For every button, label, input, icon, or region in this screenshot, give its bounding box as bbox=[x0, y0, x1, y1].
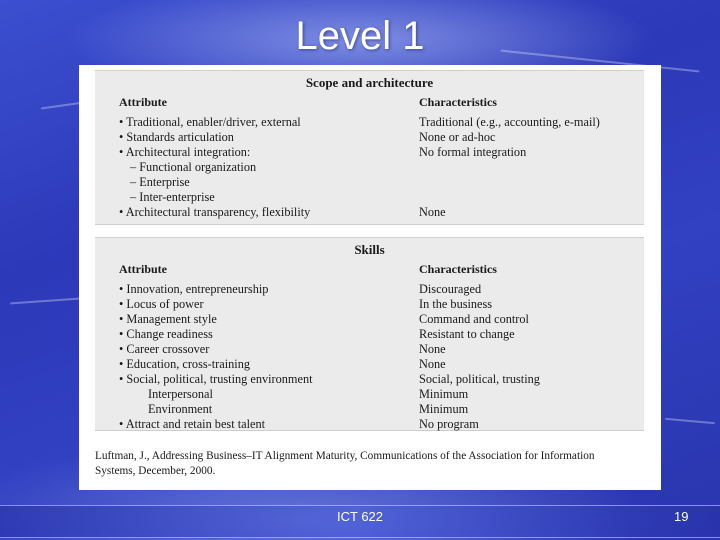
citation-line-2: Systems, December, 2000. bbox=[95, 465, 216, 477]
attribute-cell: • Traditional, enabler/driver, external bbox=[119, 115, 301, 129]
scope-table-title: Scope and architecture bbox=[305, 75, 434, 90]
table-row bbox=[95, 327, 644, 342]
content-image-panel bbox=[79, 65, 661, 490]
background-streak bbox=[665, 418, 715, 424]
characteristics-cell: Discouraged bbox=[419, 282, 482, 296]
characteristics-cell: None or ad-hoc bbox=[419, 130, 496, 144]
table-row bbox=[95, 130, 644, 145]
characteristics-cell: Social, political, trusting bbox=[419, 372, 540, 386]
table-row bbox=[95, 160, 644, 175]
attribute-cell: – Inter-enterprise bbox=[130, 190, 215, 204]
table-row bbox=[95, 357, 644, 372]
attribute-cell: • Attract and retain best talent bbox=[119, 417, 266, 431]
table-row bbox=[95, 115, 644, 130]
table-row bbox=[95, 282, 644, 297]
table-row bbox=[95, 297, 644, 312]
characteristics-cell: Command and control bbox=[419, 312, 529, 326]
background-streak bbox=[10, 298, 80, 305]
table-row bbox=[95, 372, 644, 387]
characteristics-cell: None bbox=[419, 357, 446, 371]
attribute-cell: • Career crossover bbox=[119, 342, 210, 356]
skills-characteristics-header: Characteristics bbox=[419, 262, 497, 276]
skills-table-title: Skills bbox=[354, 242, 385, 257]
attribute-cell: – Functional organization bbox=[130, 160, 257, 174]
attribute-cell: • Innovation, entrepreneurship bbox=[119, 282, 269, 296]
attribute-cell: • Management style bbox=[119, 312, 217, 326]
table-row bbox=[95, 312, 644, 327]
attribute-cell: • Locus of power bbox=[119, 297, 204, 311]
scope-architecture-table bbox=[95, 70, 644, 225]
attribute-cell: • Architectural transparency, flexibility bbox=[119, 205, 311, 219]
characteristics-cell: In the business bbox=[419, 297, 493, 311]
attribute-cell: Environment bbox=[148, 402, 213, 416]
table-row bbox=[95, 417, 644, 432]
characteristics-cell: Minimum bbox=[419, 387, 469, 401]
table-row bbox=[95, 205, 644, 220]
slide-page-number: 19 bbox=[674, 509, 689, 524]
attribute-cell: • Education, cross-training bbox=[119, 357, 250, 371]
characteristics-cell: Minimum bbox=[419, 402, 469, 416]
attribute-cell: • Architectural integration: bbox=[119, 145, 251, 159]
table-row bbox=[95, 342, 644, 357]
scope-characteristics-header: Characteristics bbox=[419, 95, 497, 109]
attribute-cell: • Change readiness bbox=[119, 327, 213, 341]
table-row bbox=[95, 387, 644, 402]
attribute-cell: • Social, political, trusting environment bbox=[119, 372, 313, 386]
attribute-cell: Interpersonal bbox=[148, 387, 213, 401]
attribute-cell: • Standards articulation bbox=[119, 130, 234, 144]
table-row bbox=[95, 145, 644, 160]
table-row bbox=[95, 190, 644, 205]
characteristics-cell: Traditional (e.g., accounting, e-mail) bbox=[419, 115, 600, 129]
skills-attribute-header: Attribute bbox=[119, 262, 167, 276]
slide-title: Level 1 bbox=[295, 14, 425, 58]
table-row bbox=[95, 402, 644, 417]
scope-attribute-header: Attribute bbox=[119, 95, 167, 109]
table-row bbox=[95, 175, 644, 190]
citation bbox=[95, 449, 655, 479]
skills-table bbox=[95, 237, 644, 431]
characteristics-cell: None bbox=[419, 205, 446, 219]
characteristics-cell: No formal integration bbox=[419, 145, 527, 159]
attribute-cell: – Enterprise bbox=[130, 175, 190, 189]
footer-course-label: ICT 622 bbox=[337, 509, 384, 524]
citation-line-1: Luftman, J., Addressing Business–IT Alignment Maturity, Communications of the Association for Information bbox=[95, 450, 595, 462]
characteristics-cell: Resistant to change bbox=[419, 327, 515, 341]
characteristics-cell: None bbox=[419, 342, 446, 356]
characteristics-cell: No program bbox=[419, 417, 479, 431]
